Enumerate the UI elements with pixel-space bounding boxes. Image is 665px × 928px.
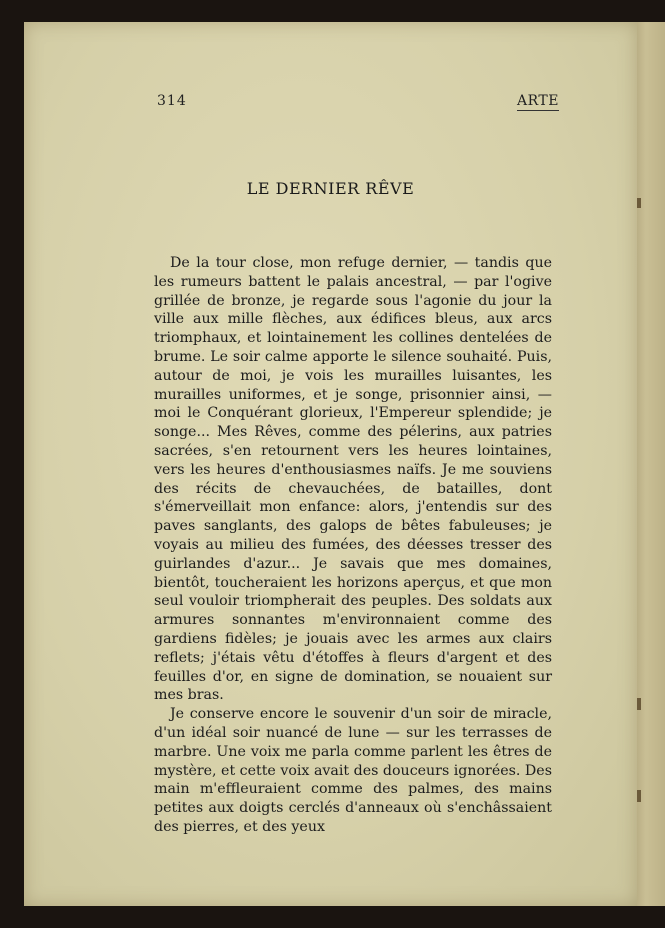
running-head: ARTE [517,93,559,109]
book-spine [633,22,665,906]
page-number: 314 [157,93,187,109]
paragraph: De la tour close, mon refuge dernier, — tandis que les rumeurs battent le palais ancestral, — par l'ogive grillée de bronze, je regarde sous l'agonie du jour la ville aux mille flèches, aux édifices bleus, aux arcs triomphaux, et lointainement les collines dentelées de brume. Le soir calme apporte le silence souhaité. Puis, autour de moi, je vois les murailles luisantes, les murailles uniformes, et je songe, prisonnier ainsi, — moi le Conquérant glorieux, l'Empereur splendide; je songe... Mes Rêves, comme des pélerins, aux patries sacrées, s'en retournent vers les heures lointaines, vers les heures d'enthousiasmes naïfs. Je me souviens des récits de chevauchées, de batailles, dont s'émerveillait mon enfance: alors, j'entendis sur des paves sanglants, des galops de bêtes fabuleuses; je voyais au milieu des fumées, des déesses tresser des guirlandes d'azur... Je savais que mes domaines, bientôt, toucheraient les horizons aperçus, et que mon seul vouloir triompherait des peuples. Des soldats aux armures sonnantes m'environnaient comme des gardiens fidèles; je jouais avec les armes aux clairs reflets; j'étais vêtu d'étoffes à fleurs d'argent et des feuilles d'or, en signe de domination, se nouaient sur mes bras. [154,255,552,704]
chapter-title: LE DERNIER RÊVE [246,179,415,198]
paragraph: Je conserve encore le souvenir d'un soir de miracle, d'un idéal soir nuancé de lune — sur les terrasses de marbre. Une voix me parla comme parlent les êtres de mystère, et cette voix avait des douceurs ignorées. Des main m'effleuraient comme des palmes, des mains petites aux doigts cerclés d'anneaux où s'enchâssaient des pierres, et des yeux [154,706,552,835]
book-page [24,22,637,906]
body-text [154,254,552,837]
